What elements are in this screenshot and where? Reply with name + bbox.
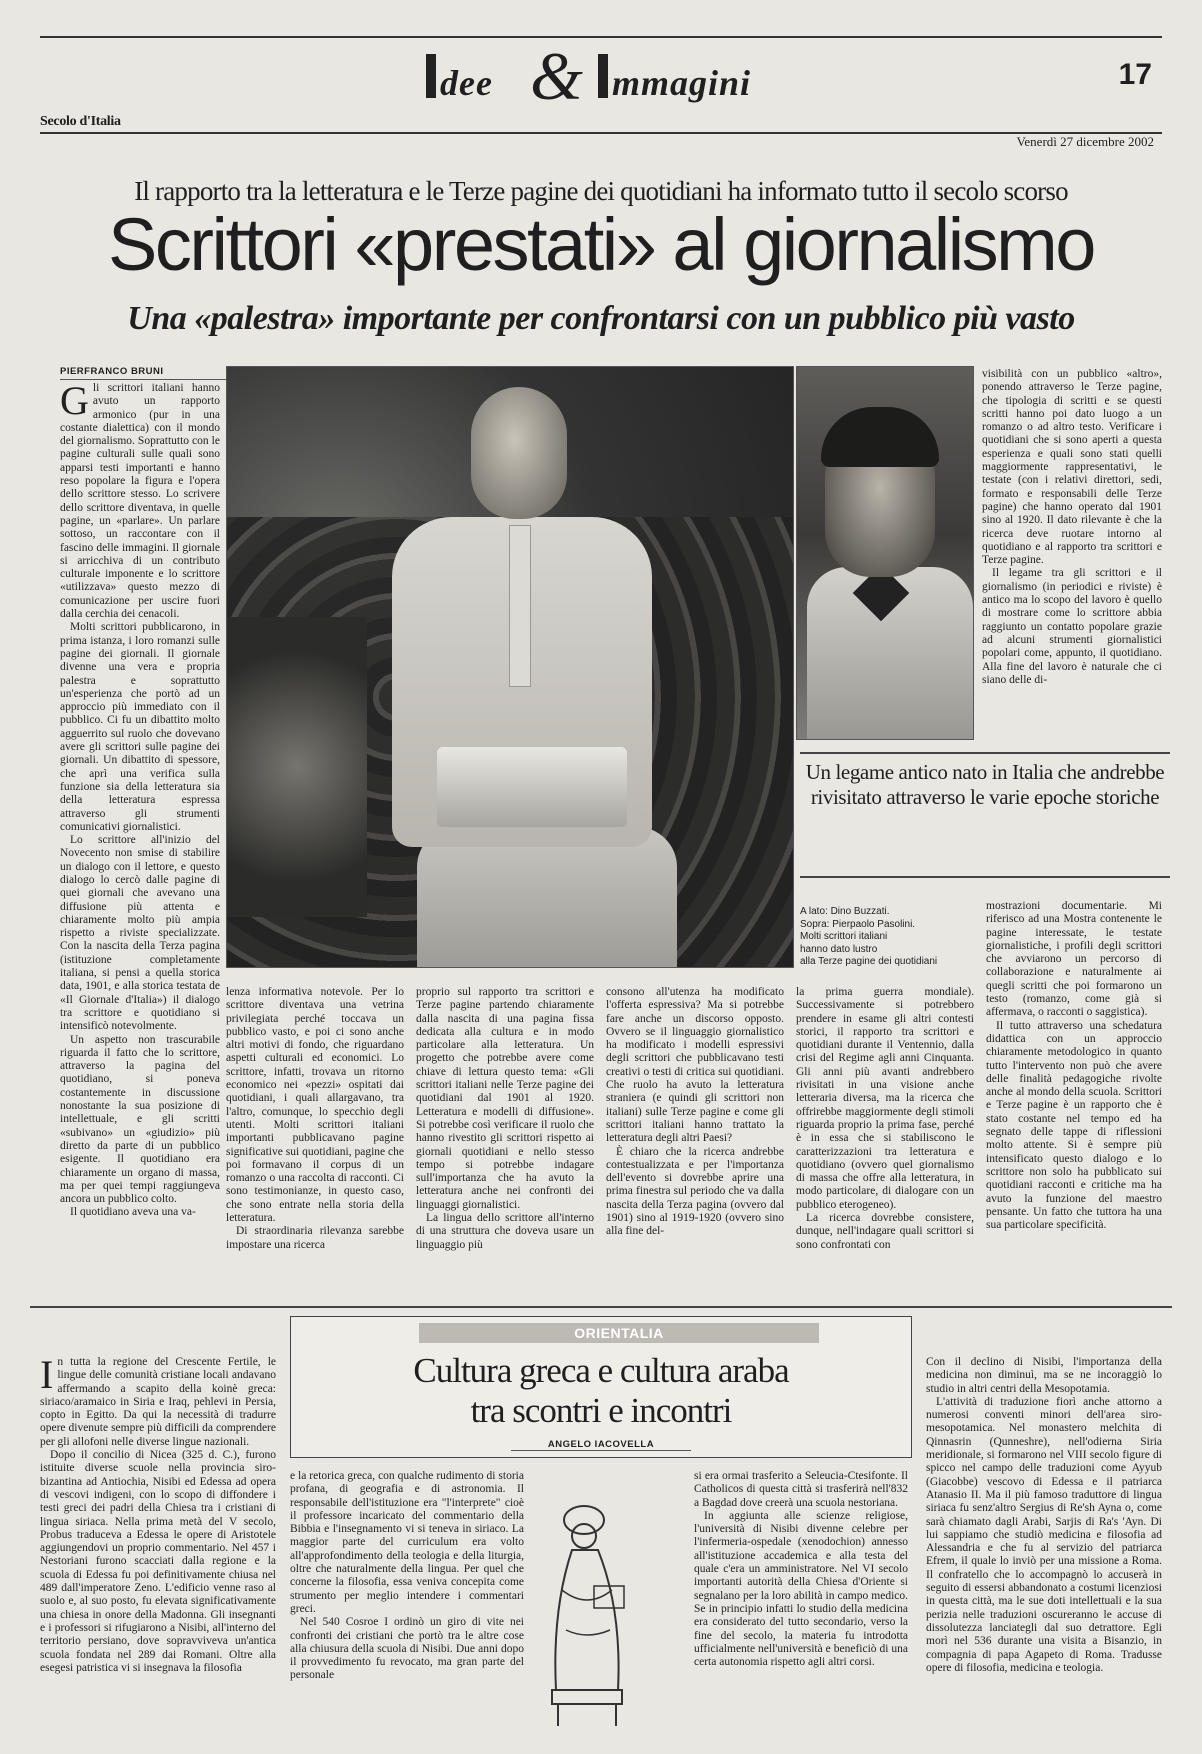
paragraph: In aggiunta alle scienze religiose, l'università di Nisibi divenne celebre per l'infermeria-ospedale (xenodochion) annesso all'istituzione accademica e alla testa del quale c'era un amministratore. Nel VI secolo importanti autorità della Chiesa d'Oriente si segnalano per la loro abilità in campo medico. Se in principio infatti lo studio della medicina era considerato del tutto secondario, verso la fine del secolo, la materia fu introdotta ufficialmente nell'università e beneficiò di una certa autonomia rispetto agli altri corsi. <box>694 1509 908 1669</box>
legs <box>417 827 677 967</box>
paragraph: mostrazioni documentarie. Mi riferisco ad una Mostra contenente le pagine interessate, le testate giornalistiche, i profili degli scrittori che avviarono un percorso di collaborazione e naturalmente ai quegli scritti che poi formarono un testo (romanzo, come già si affermava, o racconti o saggistica). <box>986 900 1162 1019</box>
orientalia-title <box>291 1351 911 1431</box>
hair <box>821 407 939 467</box>
article-column-5 <box>796 986 974 1290</box>
section-ampersand: & <box>530 38 583 114</box>
typewriter-icon <box>437 747 627 827</box>
photo-caption <box>800 906 980 969</box>
page-number: 17 <box>1118 58 1152 91</box>
section-initial-bar-i <box>426 54 436 98</box>
paragraph: È chiaro che la ricerca andrebbe contestualizzata e per l'importanza dell'evento si dovrebbe aprire una prima finestra sul periodo che va dalla nascita della Terza pagina (ovvero dal 1901) sino al 1919-1920 (ovvero sino alla fine del- <box>606 1145 784 1238</box>
dropcap: G <box>60 382 89 423</box>
paragraph: La ricerca dovrebbe consistere, dunque, nell'indagare quali scrittori si sono confrontati con <box>796 1212 974 1251</box>
paragraph: n tutta la regione del Crescente Fertile, le lingue delle comunità cristiane locali andavano affermando a scapito della koinè greca: siriaco/aramaico in Siria e Iraq, pehlevi in Persia, copto in Egitto. Da qui la necessità di tradurre opere divenute sempre più difficili da comprendere per gli allofoni nelle diverse lingue nazionali. <box>40 1356 276 1448</box>
article-subhead: Una «palestra» importante per confrontarsi con un pubblico più vasto <box>127 300 1075 337</box>
caption-line: Sopra: Pierpaolo Pasolini. <box>800 918 916 930</box>
article-kicker: Il rapporto tra la letteratura e le Terze pagine dei quotidiani ha informato tutto il secolo scorso <box>134 176 1068 206</box>
paragraph: proprio sul rapporto tra scrittori e Terze pagine partendo chiaramente dalla nascita di una pagina fissa dedicata alla cultura e in modo particolare alla letteratura. Un progetto che potrebbe avere come chiave di lettura questo tema: «Gli scrittori italiani nelle Terze pagine dei quotidiani dal 1901 al 1920. Letteratura e modelli di diffusione». Si potrebbe così verificare il ruolo che hanno rivestito gli scrittori rispetto ai giornali quotidiani e nello stesso tempo si potrebbe indagare sull'importanza che ha avuto la letteratura anche nei confronti dei linguaggi giornalistici. <box>416 986 594 1211</box>
paragraph: La lingua dello scrittore all'interno di una struttura che doveva usare un linguaggio più <box>416 1212 594 1251</box>
orientalia-title-line-1: Cultura greca e cultura araba <box>413 1351 789 1390</box>
paragraph: Il legame tra gli scrittori e il giornalismo (in periodici e riviste) è antico ma lo scopo del lavoro è quello di mostrare come lo scrittore abbia raggiunto un contatto popolare grazie ad alcuni strumenti giornalistici popolari come, appunto, il quotidiano. Alla fine del lavoro è naturale che ci siano delle di- <box>982 567 1162 686</box>
section-title <box>420 38 800 114</box>
article-column-2 <box>226 986 404 1290</box>
orientalia-column-2 <box>290 1470 524 1746</box>
issue-date: Venerdì 27 dicembre 2002 <box>1016 134 1154 149</box>
cushion <box>227 617 367 917</box>
orientalia-byline: ANGELO IACOVELLA <box>511 1439 691 1451</box>
orientalia-title-box <box>290 1316 912 1458</box>
article-column-6-bottom <box>986 900 1162 1290</box>
article-headline: Scrittori «prestati» al giornalismo <box>108 203 1094 286</box>
tie <box>509 525 531 687</box>
article-column-4 <box>606 986 784 1290</box>
masthead-rule <box>40 132 1162 134</box>
section-word-idee: dee <box>440 63 493 103</box>
article-column-3 <box>416 986 594 1290</box>
caption-line: alla Terze pagine dei quotidiani <box>800 956 938 967</box>
paragraph: li scrittori italiani hanno avuto un rapporto armonico (pur in una costante dialettica) con il mondo del giornalismo. Soprattutto con le pagine culturali sulle quali sono apparsi testi importanti e hanno reso popolare la figura e l'opera dello scrittore stesso. Lo scrivere dello scrittore diventava, in quelle pagine, un «parlare». Un parlare sottoso, un raccontare con il fascino delle immagini. Il giornale si arricchiva di un contributo culturale imponente e lo scrittore «utilizzava» questo mezzo di comunicazione per uscire fuori dalla cerchia dei cenacoli. <box>60 382 220 621</box>
orientalia-column-3 <box>694 1470 908 1746</box>
paragraph: Un aspetto non trascurabile riguarda il fatto che lo scrittore, attraverso la pagina del quotidiano, si poneva costantemente in discussione nonostante la sua posizione di intellettuale, e gli scritti «subivano» un «giudizio» più diretto da parte di un pubblico esigente. Il quotidiano era chiaramente un organo di massa, ma per quei tempi raggiungeva ancora un pubblico colto. <box>60 1033 220 1206</box>
paragraph: Di straordinaria rilevanza sarebbe impostare una ricerca <box>226 1225 404 1251</box>
pull-quote: Un legame antico nato in Italia che andrebbe rivisitato attraverso le varie epoche storiche <box>800 752 1170 878</box>
paragraph: si era ormai trasferito a Seleucia-Ctesifonte. Il Catholicos di questa città si trasferirà nell'832 a Bagdad dove creerà una scuola nestoriana. <box>694 1470 908 1509</box>
article-column-6-top <box>982 368 1162 742</box>
paragraph: la prima guerra mondiale). Successivamente si potrebbero prendere in esame gli altri contesti storici, il rapporto tra scrittori e quotidiani durante il Ventennio, dalla crisi del Regime agli anni Cinquanta. Gli anni più avanti andrebbero rivisitati in una visione anche letteraria diversa, ma la ricerca che offrirebbe maggiormente degli stimoli riguarda proprio la prima fase, perché è in essa che si stabiliscono le caratterizzazioni tra letteratura e quotidiano (ovvero quel giornalismo di massa che offre alla letteratura, in modo particolare, di dialogare con un pubblico eterogeneo). <box>796 986 974 1211</box>
dropcap: I <box>40 1356 54 1397</box>
paragraph: Dopo il concilio di Nicea (325 d. C.), furono istituite diverse scuole nella provincia siro-bizantina ad Antiochia, Nisibi ed Edessa ad opera di vescovi indigeni, con lo scopo di diffondere i testi greci dei padri della Chiesa tra i cristiani di lingua siriaca. Nella prima metà del V secolo, Probus traduceva a Edessa le opere di Aristotele aggiungendovi un proprio commentario. Nel 457 i Nestoriani furono scacciati dalla regione e la scuola di Edessa fu poi definitivamente chiusa nel 489 dall'imperatore Zeno. L'edificio venne raso al suolo e, al suo posto, fu elevata significativamente una chiesa in onore della Madonna. Gli insegnanti e i professori si rifugiarono a Nisibi, all'interno del territorio persiano, dove sopravviveva un'antica scuola fondata nel 289 dai Romani. Oltre alla esegesi patristica vi si insegnava la filosofia <box>40 1449 276 1674</box>
head <box>471 387 567 519</box>
paragraph: L'attività di traduzione fiorì anche attorno a numerosi conventi minori dell'area siro-mesopotamica. Nel monastero melchita di Qinnasrin (Qunneshre), nell'odierna Siria meridionale, si formarono nel VIII secolo figure di spicco nel campo delle traduzioni come Ayyub (Giacobbe) vescovo di Edessa e il patriarca Atanasio II. Ma il più famoso traduttore di lingua siriaca fu senz'altro Sergius di Re'sh Ayna o, come sarà chiamato dagli Arabi, Sarjis di Ra's 'Ayn. Di lui sappiamo che studiò medicina e filosofia ad Alessandria e che fu al servizio del patriarca Efrem, il quale lo inviò per una missione a Roma. Il confratello che lo accompagnò lo accuserà in seguito di essersi abbandonato a costumi licenziosi in questa città, ma le sue doti intellettuali e la sua perizia nelle traduzioni oscureranno le accuse di dissolutezza lanciategli dal suo detrattore. Egli morì nel 536 durante una visita a Bisanzio, in compagnia di papa Agapeto di Roma. Tradusse opere di filosofia, medicina e teologia. <box>926 1395 1162 1674</box>
paper-name: Secolo d'Italia <box>40 114 121 129</box>
article-column-1 <box>60 382 220 1290</box>
article-byline: PIERFRANCO BRUNI <box>60 366 230 380</box>
orientalia-tag: ORIENTALIA <box>419 1323 819 1343</box>
caption-line: Molti scrittori italiani <box>800 931 888 942</box>
illustration-scribe-icon <box>532 1490 642 1730</box>
section-word-immagini: mmagini <box>612 63 752 103</box>
paragraph: visibilità con un pubblico «altro», ponendo attraverso le Terze pagine, che tipologia di scritti e se questi scritti hanno poi dato luogo a un romanzo o ad altro testo. Verificare i quotidiani che si sono aperti a questa esperienza e quali sono stati quelli maggiormente rappresentativi, le testate (con i relativi direttori, sedi, formato e responsabili delle Terze pagine) che hanno operato dal 1901 sino al 1920. Il dato rilevante è che la ricerca deve ruotare intorno al quotidiano e al rapporto tra scrittori e Terze pagine. <box>982 368 1162 567</box>
paragraph: Molti scrittori pubblicarono, in prima istanza, i loro romanzi sulle pagine dei giornali. Il giornale divenne una vera e propria palestra e soprattutto un'esperienza che portò ad un approccio più immediato con il pubblico. Ci fu un dibattito molto agguerrito sul ruolo che dovevano avere gli scrittori sulle pagine dei giornali. Un dibattito di spessore, che aprì una verifica sulla funzione sia della letteratura sia della letteratura espressa attraverso gli strumenti comunicativi giornalistici. <box>60 621 220 833</box>
orientalia-title-line-2: tra scontri e incontri <box>470 1391 732 1430</box>
paragraph: Il tutto attraverso una schedatura didattica con un approccio chiaramente metodologico in quanto tutto l'intervento non può che avere delle finalità pedagogiche rivolte anche al mondo della scuola. Scrittori e Terze pagine è un rapporto che è stato costante nel tempo ed ha segnato delle tappe di riflessioni molto attente. Si è sempre più intensificato questo dialogo e lo scrittore non solo ha pubblicato sui quotidiani racconti e critiche ma ha avuto la funzione del maestro pensante. Un fatto che tuttora ha una sua particolare specificità. <box>986 1019 1162 1232</box>
section-initial-bar-i2 <box>598 54 608 98</box>
photo-pierpaolo-pasolini <box>796 366 974 740</box>
paragraph: lenza informativa notevole. Per lo scrittore diventava una vetrina privilegiata perché toccava un pubblico vasto, e poi ci sono anche altri motivi di fondo, che riguardano aspetti culturali ed economici. Lo scrittore, infatti, trovava un ritorno economico nei «pezzi» ospitati dai quotidiani, i quali allargavano, tra l'altro, comunque, lo specchio degli utenti. Molti scrittori italiani importanti pubblicavano pagine significative sui quotidiani, pagine che poi formavano il corpus di un romanzo o una raccolta di racconti. Ci sono testimonianze, in questo caso, che sono entrate nella storia della letteratura. <box>226 986 404 1225</box>
section-separator <box>30 1306 1172 1308</box>
paragraph: e la retorica greca, con qualche rudimento di storia profana, di geografia e di astronomia. Il responsabile dell'istituzione era "l'interprete" cioè il professore incaricato del commentario della Bibbia e l'insegnamento vi si teneva in siriaco. La maggior parte del curriculum era volto all'approfondimento della teologia e della liturgia, oltre che naturalmente della lingua. Per quel che concerne la filosofia, essa veniva concepita come strumento per meglio intendere i commentari greci. <box>290 1470 524 1615</box>
orientalia-column-1 <box>40 1356 276 1746</box>
paragraph: consono all'utenza ha modificato l'offerta espressiva? Ma si potrebbe fare anche un discorso opposto. Ovvero se il linguaggio giornalistico ha modificato i modelli espressivi degli scrittori che pubblicavano testi creativi o testi di critica sui quotidiani. Che ruolo ha avuto la letteratura straniera (e quindi gli scrittori non italiani) sulle Terze pagine e come gli scrittori italiani hanno trattato la letteratura degli altri Paesi? <box>606 986 784 1145</box>
paragraph: Nel 540 Cosroe I ordinò un giro di vite nei confronti dei cristiani che portò tra le altre cose alla chiusura della scuola di Nisibi. Due anni dopo il provvedimento fu revocato, ma gran parte del personale <box>290 1616 524 1682</box>
orientalia-column-4 <box>926 1356 1162 1746</box>
photo-dino-buzzati <box>226 366 794 968</box>
caption-line: hanno dato lustro <box>800 943 878 955</box>
paragraph: Il quotidiano aveva una va- <box>70 1206 196 1219</box>
paragraph: Lo scrittore all'inizio del Novecento non smise di stabilire un dialogo con il lettore, e questo dialogo lo cercò dalle pagine di quei giornali che avevano una diffusione più attenta e chiaramente molto più ampia rispetto a riviste specializzate. Con la nascita della Terza pagina (istituzione completamente italiana, si pensi a quella storica data, 1901, e alla storica testata de «Il Giornale d'Italia») il dialogo tra scrittore e quotidiano si intensificò notevolmente. <box>60 834 220 1033</box>
paragraph: Con il declino di Nisibi, l'importanza della medicina non diminuì, ma se ne incoraggiò lo studio in altri centri della Mesopotamia. <box>926 1356 1162 1395</box>
caption-line: A lato: Dino Buzzati. <box>800 906 890 917</box>
